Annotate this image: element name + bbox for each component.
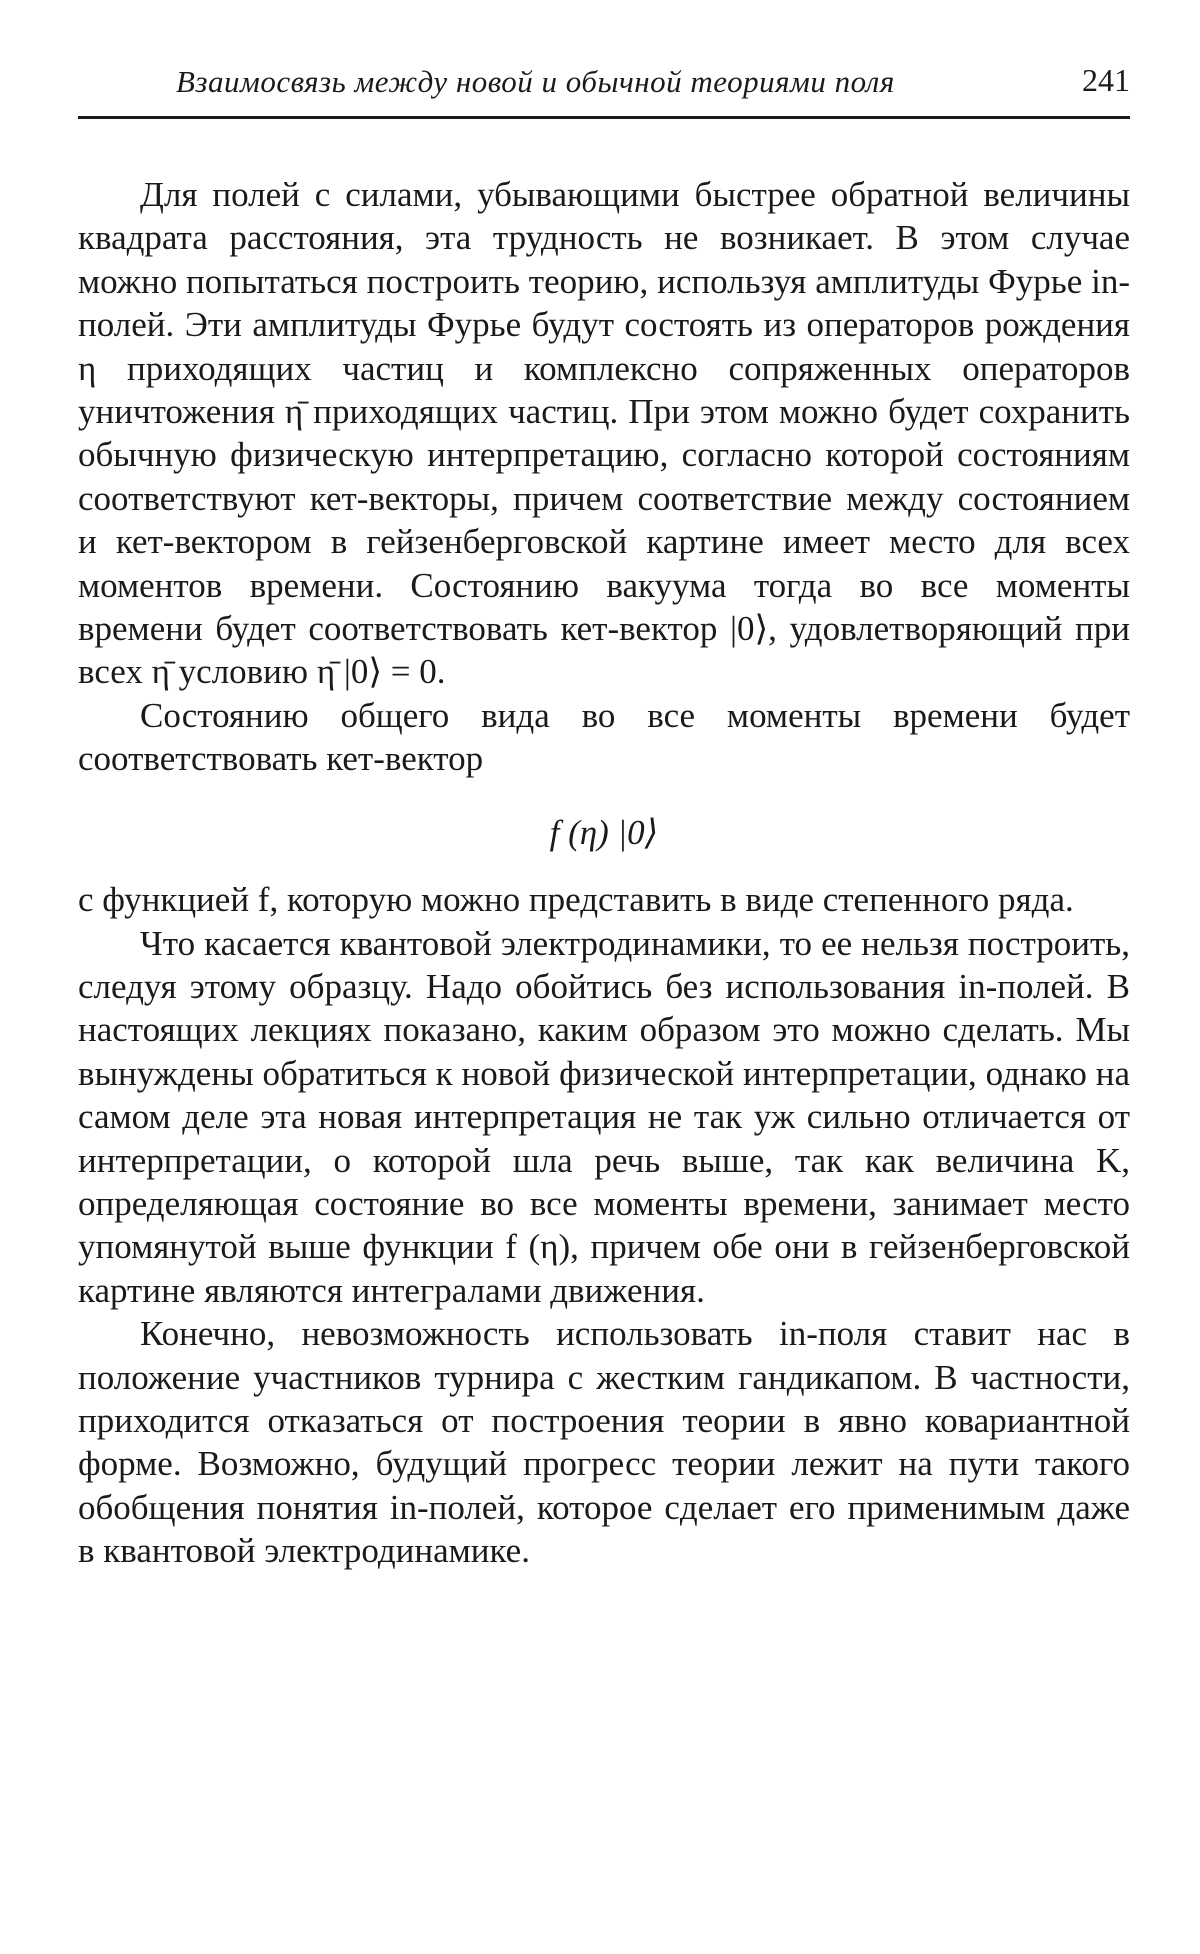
page-header [78,60,1130,119]
page-number: 241 [1082,62,1130,98]
paragraph: с функцией f, которую можно представить в виде степенного ряда. [78,880,1074,920]
formula: f (η) |0⟩ [549,812,659,852]
body-text [78,173,1130,1573]
running-title: Взаимосвязь между новой и обычной теориями поля [176,64,895,99]
book-page [78,60,1130,1573]
paragraph: Что касается квантовой электродинамики, то ее нельзя построить, следуя этому образцу. Надо обойтись без использования in-полей. В настоящих лекциях показано, каким образом это можно сделать. Мы вынуждены обратиться к новой физической интерпретации, однако на самом деле эта новая интерпретация не так уж сильно отличается от интерпретации, о которой шла речь выше, так как величина K, определяющая состояние во все моменты времени, занимает место упомянутой выше функции f (η), причем обе они в гейзенберговской картине являются интегралами движения. [78,923,1130,1310]
paragraph: Для полей с силами, убывающими быстрее обратной величины квадрата расстояния, эта трудность не возникает. В этом случае можно попытаться построить теорию, используя амплитуды Фурье in-полей. Эти амплитуды Фурье будут состоять из операторов рождения η приходящих частиц и комплексно сопряженных операторов уничтожения η̄ приходящих частиц. При этом можно будет сохранить обычную физическую интерпретацию, согласно которой состояниям соответствуют кет-векторы, причем соответствие между состоянием и кет-вектором в гейзенберговской картине имеет место для всех моментов времени. Состоянию вакуума тогда во все моменты времени будет соответствовать кет-вектор |0⟩, удовлетворяющий при всех η̄ условию η̄ |0⟩ = 0. [78,175,1130,692]
paragraph: Конечно, невозможность использовать in-поля ставит нас в положение участников турнира с жестким гандикапом. В частности, приходится отказаться от построения теории в явно ковариантной форме. Возможно, будущий прогресс теории лежит на пути такого обобщения понятия in-полей, которое сделает его применимым даже в квантовой электродинамике. [78,1314,1130,1571]
paragraph: Состоянию общего вида во все моменты времени будет соответствовать кет-вектор [78,695,1130,779]
